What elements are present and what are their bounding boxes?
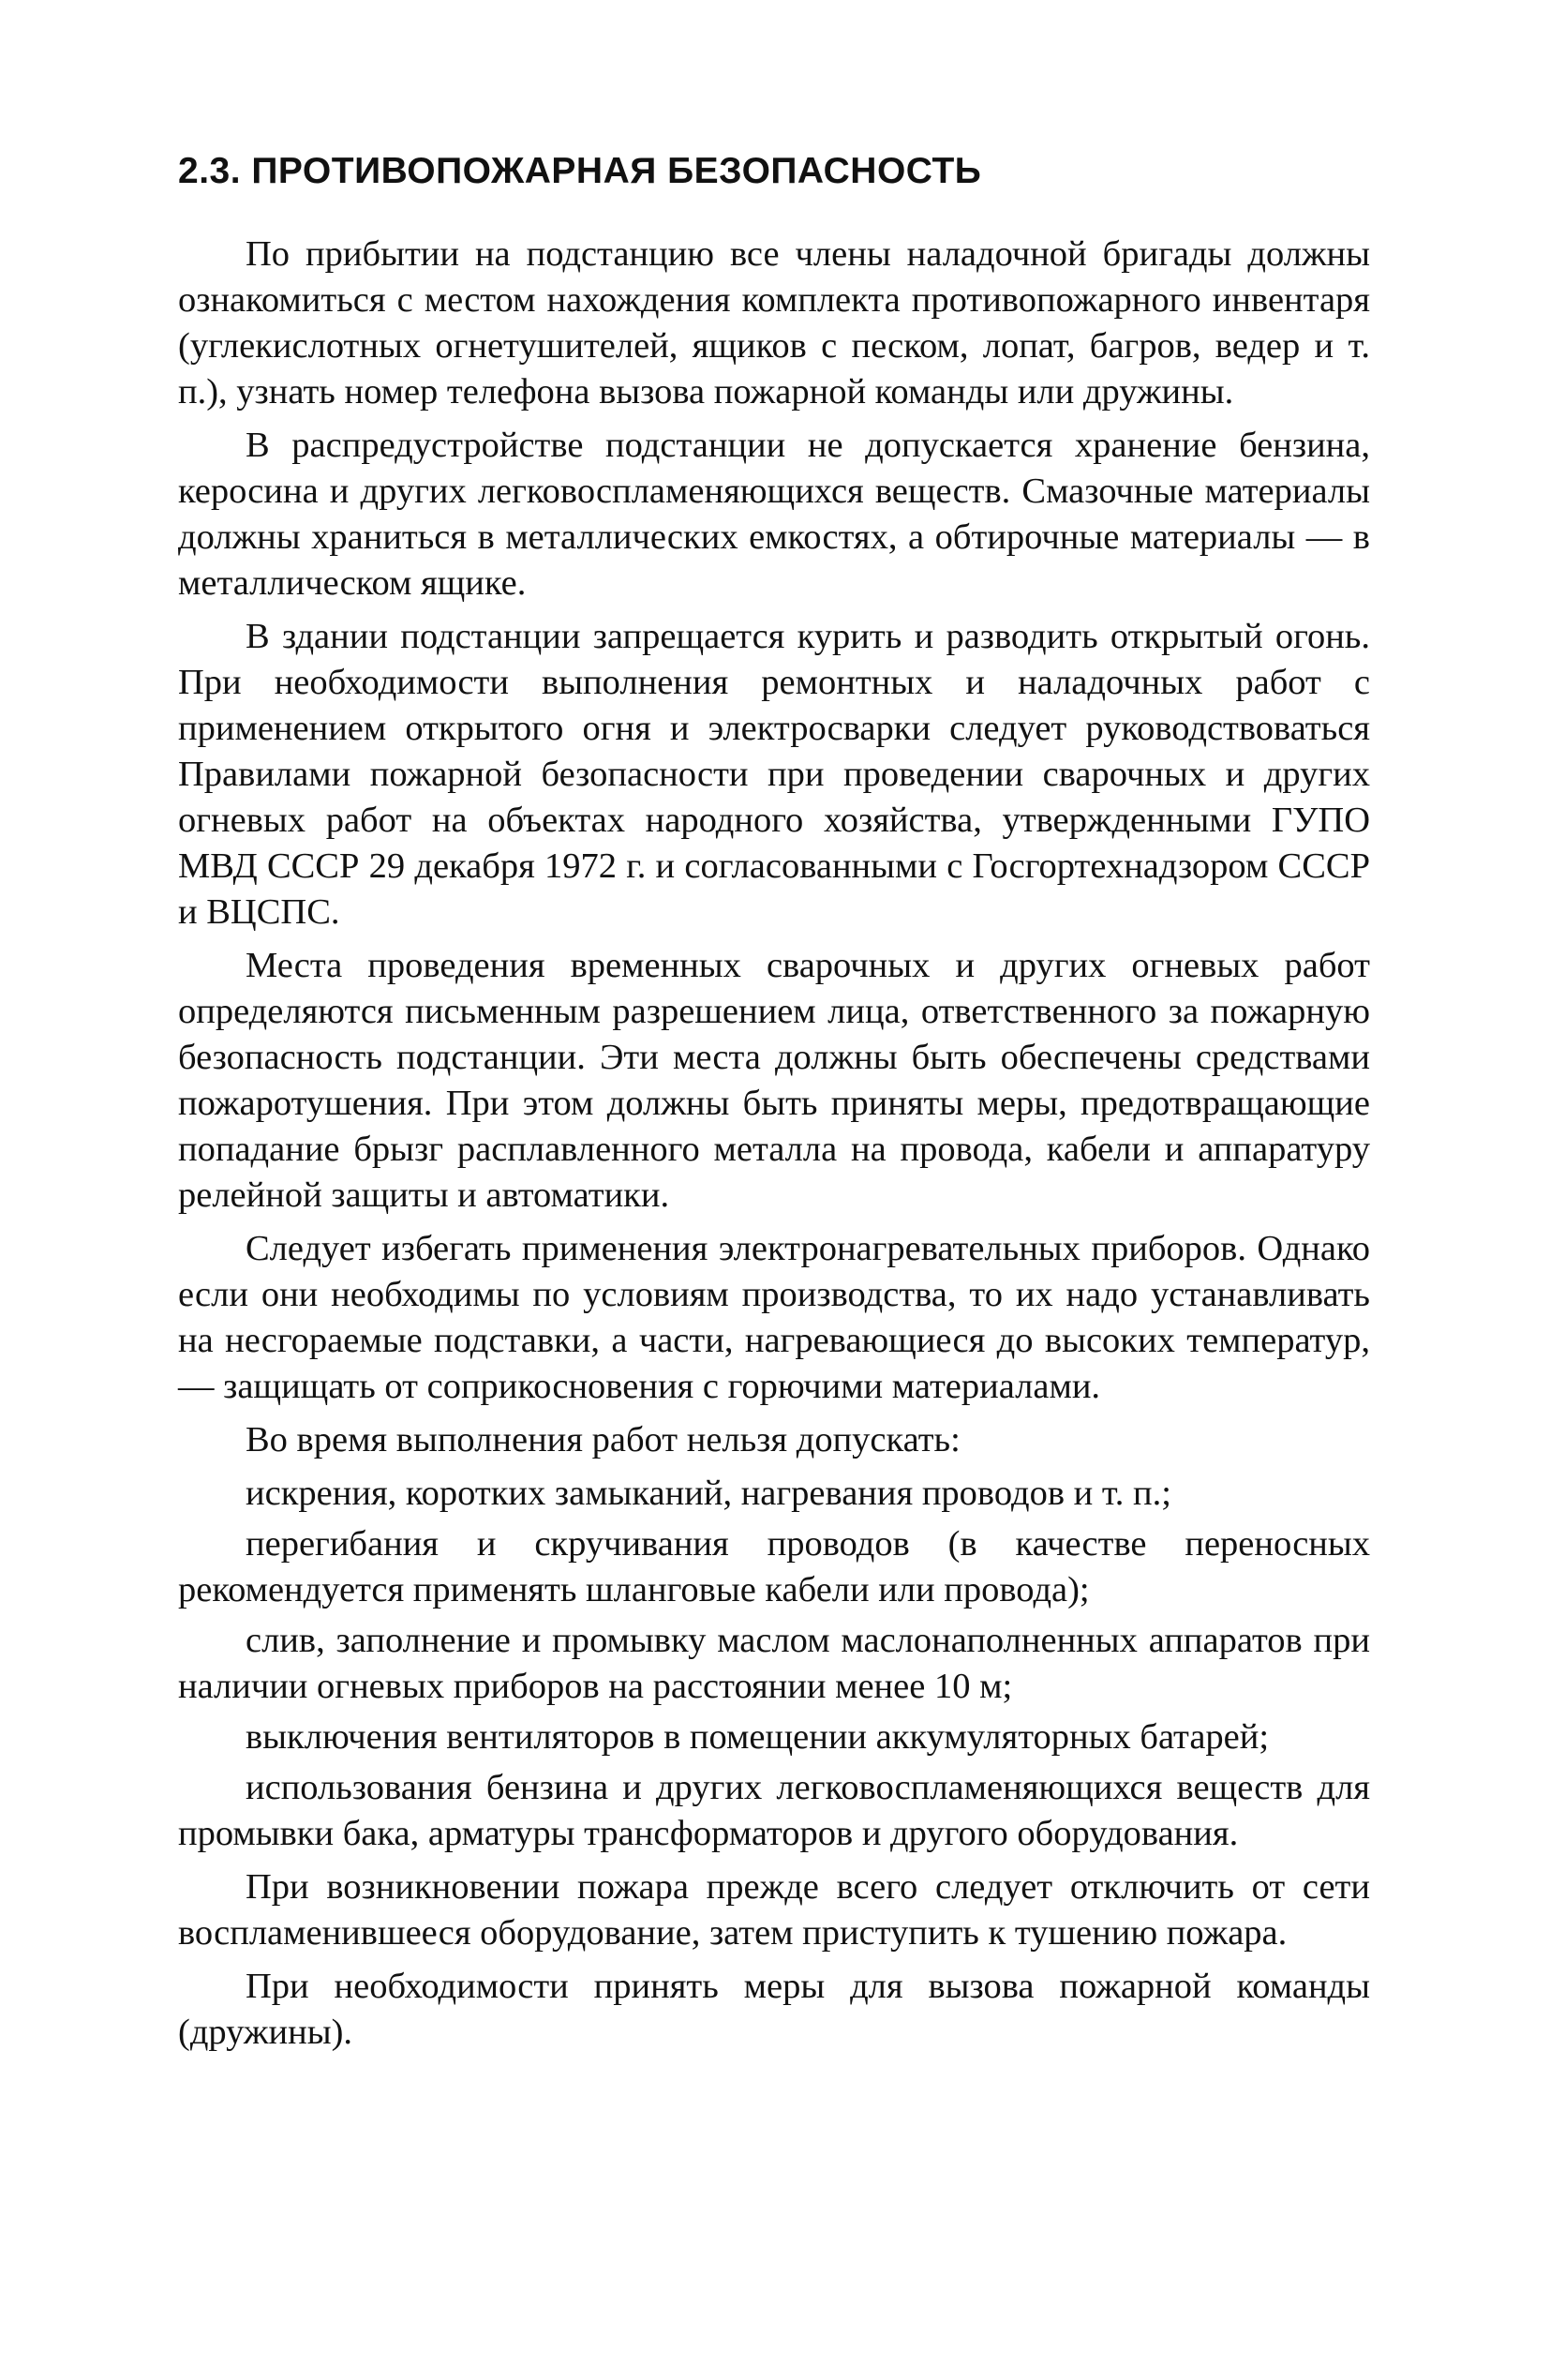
list-item: перегибания и скручивания проводов (в качестве переносных рекомендуется применять шланговые кабели или провода); [178, 1523, 1370, 1609]
list-item: выключения вентиляторов в помещении аккумуляторных батарей; [246, 1716, 1270, 1757]
paragraph-flammable-storage: В распредустройстве подстанции не допускается хранение бензина, керосина и других легковоспламеняющихся веществ. Смазочные материалы должны храниться в металлических емкостях, а обтирочные материалы — в металлическом ящике. [178, 425, 1370, 603]
document-page [178, 150, 1370, 2063]
paragraph-fire-response: При возникновении пожара прежде всего следует отключить от сети воспламенившееся оборудование, затем приступить к тушению пожара. [178, 1866, 1370, 1953]
section-title: 2.3. ПРОТИВОПОЖАРНАЯ БЕЗОПАСНОСТЬ [178, 151, 982, 191]
list-item: слив, заполнение и промывку маслом маслонаполненных аппаратов при наличии огневых приборов на расстоянии менее 10 м; [178, 1620, 1370, 1706]
prohibited-actions-list [178, 1471, 1370, 1857]
paragraph-heating-devices: Следует избегать применения электронагревательных приборов. Однако если они необходимы по условиям производства, то их надо устанавливать на несгораемые подставки, а части, нагревающиеся до высоких температур,— защищать от соприкосновения с горючими материалами. [178, 1228, 1370, 1406]
list-item: искрения, коротких замыканий, нагревания проводов и т. п.; [246, 1473, 1171, 1513]
paragraph-equipment-familiarization: По прибытии на подстанцию все члены наладочной бригады должны ознакомиться с местом нахождения комплекта противопожарного инвентаря (углекислотных огнетушителей, ящиков с песком, лопат, багров, ведер и т. п.), узнать номер телефона вызова пожарной команды или дружины. [178, 233, 1370, 412]
list-item: использования бензина и других легковоспламеняющихся веществ для промывки бака, арматуры трансформаторов и другого оборудования. [178, 1767, 1370, 1853]
paragraph-welding-locations: Места проведения временных сварочных и других огневых работ определяются письменным разрешением лица, ответственного за пожарную безопасность подстанции. Эти места должны быть обеспечены средствами пожаротушения. При этом должны быть приняты меры, предотвращающие попадание брызг расплавленного металла на провода, кабели и аппаратуру релейной защиты и автоматики. [178, 945, 1370, 1215]
paragraph-call-fire-brigade: При необходимости принять меры для вызова пожарной команды (дружины). [178, 1966, 1370, 2052]
paragraph-prohibited-intro: Во время выполнения работ нельзя допускать: [246, 1419, 961, 1459]
paragraph-open-fire-rules: В здании подстанции запрещается курить и разводить открытый огонь. При необходимости выполнения ремонтных и наладочных работ с применением открытого огня и электросварки следует руководствоваться Правилами пожарной безопасности при проведении сварочных и других огневых работ на объектах народного хозяйства, утвержденными ГУПО МВД СССР 29 декабря 1972 г. и согласованными с Госгортехнадзором СССР и ВЦСПС. [178, 616, 1370, 932]
